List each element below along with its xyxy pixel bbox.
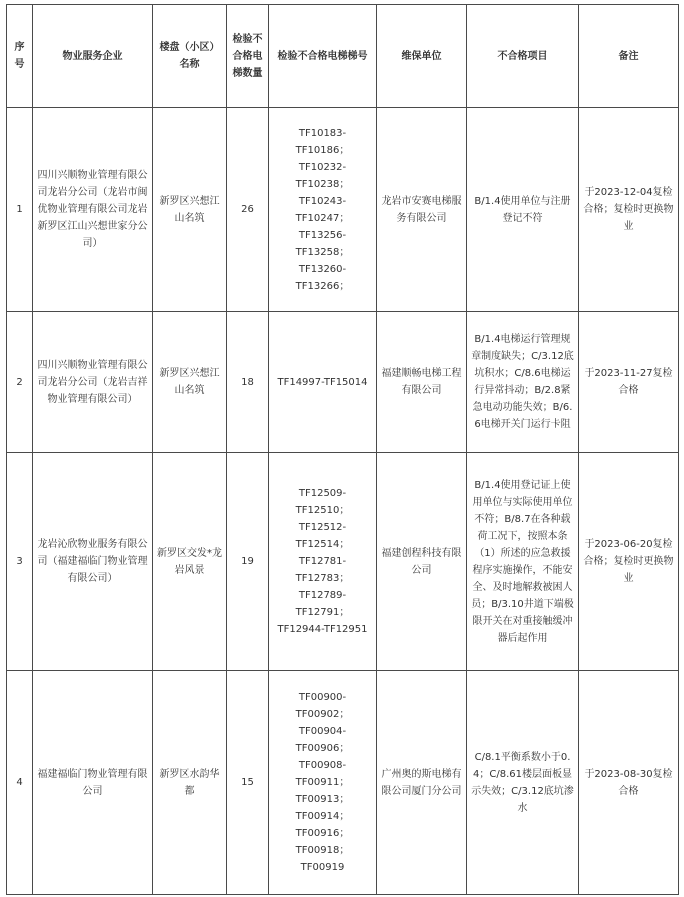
- tf-line: TF12509-: [298, 488, 347, 499]
- tf-line: TF00916；: [295, 828, 350, 839]
- tf-line: TF00908-: [298, 760, 347, 771]
- header-count: 检验不合格电梯数量: [227, 5, 269, 108]
- tf-line: TF12514；: [295, 539, 350, 550]
- cell-tf-numbers: [269, 671, 377, 895]
- tf-line: TF12791；: [295, 607, 350, 618]
- tf-line: TF00914；: [295, 811, 350, 822]
- header-remarks: 备注: [579, 5, 679, 108]
- header-items: 不合格项目: [467, 5, 579, 108]
- cell-count: 18: [227, 312, 269, 453]
- cell-no: 1: [7, 108, 33, 312]
- cell-tf-numbers: [269, 453, 377, 671]
- cell-no: 2: [7, 312, 33, 453]
- table-row: [7, 453, 679, 671]
- cell-tf-numbers: [269, 312, 377, 453]
- tf-line: TF10238；: [295, 178, 350, 190]
- cell-no: 4: [7, 671, 33, 895]
- cell-maintenance: 龙岩市安赛电梯服务有限公司: [377, 108, 467, 312]
- cell-building: 新罗区交发*龙岩风景: [153, 453, 227, 671]
- tf-line: TF13258；: [295, 246, 350, 258]
- tf-line: TF00913；: [295, 794, 350, 805]
- tf-line: TF00919: [300, 862, 345, 873]
- cell-remarks: 于2023-11-27复检合格: [579, 312, 679, 453]
- cell-remarks: 于2023-06-20复检合格；复检时更换物业: [579, 453, 679, 671]
- tf-line: TF12512-: [298, 522, 347, 533]
- tf-line: TF13256-: [298, 229, 347, 241]
- cell-building: 新罗区兴想江山名筑: [153, 312, 227, 453]
- cell-tf-numbers: [269, 108, 377, 312]
- cell-items: B/1.4使用单位与注册登记不符: [467, 108, 579, 312]
- cell-items: C/8.1平衡系数小于0.4；C/8.61楼层面板显示失效；C/3.12底坑渗水: [467, 671, 579, 895]
- tf-line: TF00902；: [295, 709, 350, 720]
- cell-building: 新罗区水韵华都: [153, 671, 227, 895]
- header-company: 物业服务企业: [33, 5, 153, 108]
- table-row: [7, 312, 679, 453]
- cell-building: 新罗区兴想江山名筑: [153, 108, 227, 312]
- tf-line: TF00904-: [298, 726, 347, 737]
- cell-company: 龙岩沁欣物业服务有限公司（福建福临门物业管理有限公司）: [33, 453, 153, 671]
- cell-count: 26: [227, 108, 269, 312]
- tf-line: TF10232-: [298, 161, 347, 173]
- cell-maintenance: 福建创程科技有限公司: [377, 453, 467, 671]
- tf-line: TF13266；: [295, 280, 350, 292]
- cell-company: 四川兴顺物业管理有限公司龙岩分公司（龙岩吉祥物业管理有限公司）: [33, 312, 153, 453]
- header-no: 序号: [7, 5, 33, 108]
- cell-company: 福建福临门物业管理有限公司: [33, 671, 153, 895]
- cell-no: 3: [7, 453, 33, 671]
- tf-line: TF14997-TF15014: [277, 376, 368, 388]
- tf-line: TF00900-: [298, 692, 347, 703]
- table-row: [7, 108, 679, 312]
- table-header-row: [7, 5, 679, 108]
- tf-line: TF00911；: [295, 777, 350, 788]
- tf-line: TF00906；: [295, 743, 350, 754]
- tf-line: TF12781-: [298, 556, 347, 567]
- cell-remarks: 于2023-08-30复检合格: [579, 671, 679, 895]
- cell-maintenance: 福建顺畅电梯工程有限公司: [377, 312, 467, 453]
- tf-line: TF00918；: [295, 845, 350, 856]
- header-maintenance: 维保单位: [377, 5, 467, 108]
- cell-remarks: 于2023-12-04复检合格；复检时更换物业: [579, 108, 679, 312]
- tf-line: TF10243-: [298, 195, 347, 207]
- tf-line: TF10247；: [295, 212, 350, 224]
- inspection-table: [6, 4, 679, 895]
- tf-line: TF13260-: [298, 263, 347, 275]
- cell-company: 四川兴顺物业管理有限公司龙岩分公司（龙岩市闽优物业管理有限公司龙岩新罗区江山兴想世家分公司）: [33, 108, 153, 312]
- cell-maintenance: 广州奥的斯电梯有限公司厦门分公司: [377, 671, 467, 895]
- tf-line: TF12783；: [295, 573, 350, 584]
- tf-line: TF12944-TF12951: [277, 624, 368, 635]
- tf-line: TF12789-: [298, 590, 347, 601]
- tf-line: TF10183-: [298, 127, 347, 139]
- cell-items: B/1.4使用登记证上使用单位与实际使用单位不符；B/8.7在各种载荷工况下，按照本条（1）所述的应急救援程序实施操作，不能安全、及时地解救被困人员；B/3.10井道下端极限开关在对重接触缓冲器后起作用: [467, 453, 579, 671]
- cell-count: 19: [227, 453, 269, 671]
- inspection-table-container: [6, 4, 678, 895]
- tf-line: TF10186；: [295, 144, 350, 156]
- header-building: 楼盘（小区）名称: [153, 5, 227, 108]
- cell-items: B/1.4电梯运行管理规章制度缺失；C/3.12底坑积水；C/8.6电梯运行异常抖动；B/2.8紧急电动功能失效；B/6.6电梯开关门运行卡阻: [467, 312, 579, 453]
- table-row: [7, 671, 679, 895]
- cell-count: 15: [227, 671, 269, 895]
- header-tf-numbers: 检验不合格电梯梯号: [269, 5, 377, 108]
- tf-line: TF12510；: [295, 505, 350, 516]
